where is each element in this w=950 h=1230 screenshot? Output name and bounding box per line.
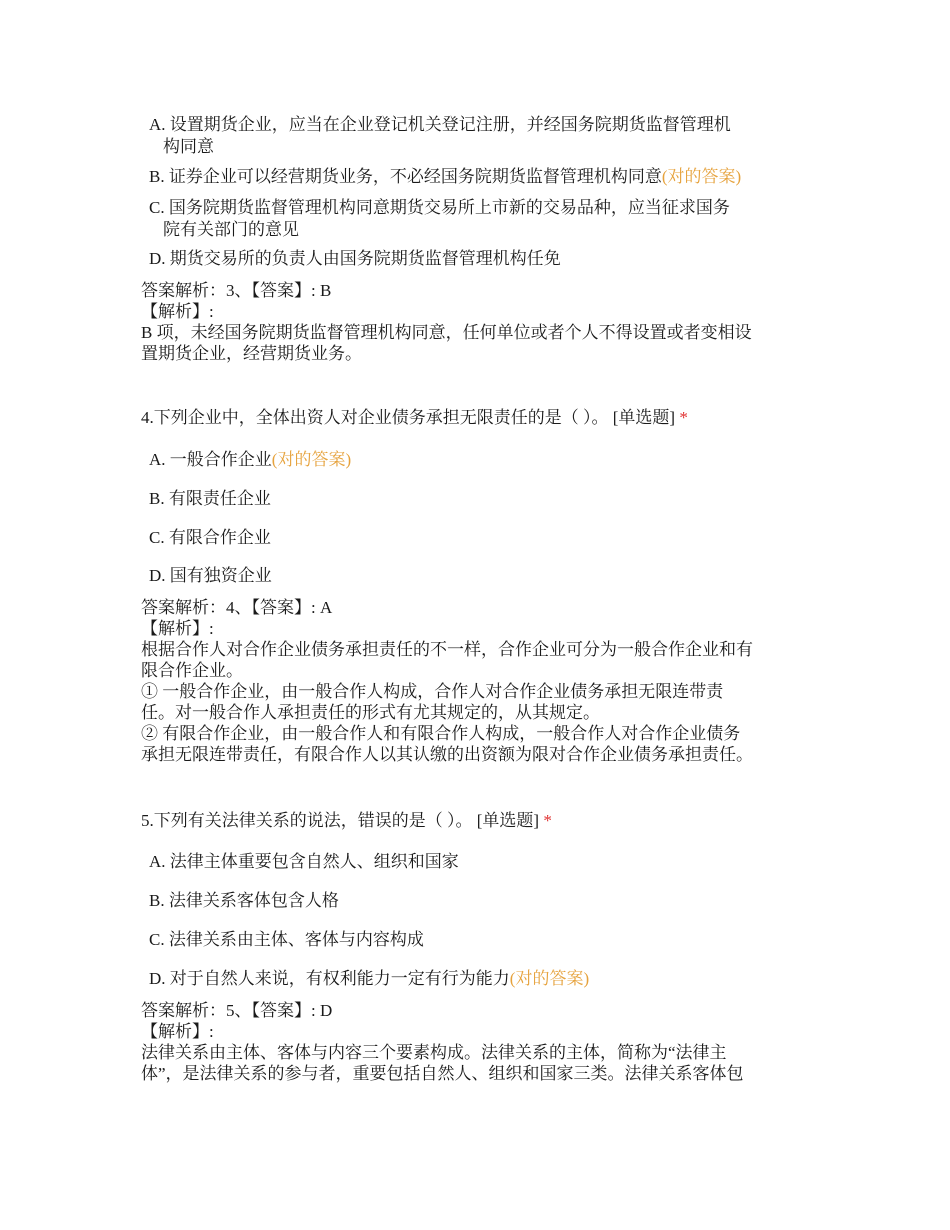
question-title: 4.下列企业中，全体出资人对企业债务承担无限责任的是（ ）。 [单选题] *: [141, 408, 688, 427]
analysis-label: 【解析】:: [141, 619, 214, 638]
analysis-text: 承担无限连带责任，有限合作人以其认缴的出资额为限对合作企业债务承担责任。: [141, 745, 753, 764]
option-d: D. 国有独资企业: [149, 566, 272, 585]
option-a: A. 设置期货企业，应当在企业登记机关登记注册，并经国务院期货监督管理机 构同意: [149, 115, 731, 156]
option-b: B. 有限责任企业: [149, 489, 271, 508]
option-c: C. 有限合作企业: [149, 528, 271, 547]
option-c: C. 国务院期货监督管理机构同意期货交易所上市新的交易品种，应当征求国务 院有关部门的意见: [149, 198, 730, 239]
analysis-text: 限合作企业。: [141, 661, 243, 680]
required-mark: *: [679, 408, 688, 427]
correct-answer-mark: (对的答案): [509, 969, 590, 988]
analysis-text: 置期货企业，经营期货业务。: [141, 344, 362, 363]
option-d: D. 对于自然人来说，有权利能力一定有行为能力(对的答案): [149, 969, 590, 988]
analysis-text: B 项，未经国务院期货监督管理机构同意，任何单位或者个人不得设置或者变相设: [141, 323, 752, 342]
analysis-text: 法律关系由主体、客体与内容三个要素构成。法律关系的主体，简称为“法律主: [141, 1043, 727, 1062]
correct-answer-mark: (对的答案): [661, 167, 742, 186]
analysis-text: ① 一般合作企业，由一般合作人构成，合作人对合作企业债务承担无限连带责: [141, 682, 724, 701]
question-title: 5.下列有关法律关系的说法，错误的是（ ）。 [单选题] *: [141, 811, 552, 830]
option-a: A. 法律主体重要包含自然人、组织和国家: [149, 852, 459, 871]
option-a: A. 一般合作企业(对的答案): [149, 450, 352, 469]
required-mark: *: [543, 811, 552, 830]
correct-answer-mark: (对的答案): [271, 450, 352, 469]
analysis-text: 根据合作人对合作企业债务承担责任的不一样，合作企业可分为一般合作企业和有: [141, 640, 753, 659]
analysis-text: 体”，是法律关系的参与者，重要包括自然人、组织和国家三类。法律关系客体包: [141, 1064, 744, 1083]
option-d: D. 期货交易所的负责人由国务院期货监督管理机构任免: [149, 249, 561, 268]
analysis-label: 【解析】:: [141, 302, 214, 321]
option-b: B. 法律关系客体包含人格: [149, 891, 339, 910]
analysis-text: ② 有限合作企业，由一般合作人和有限合作人构成，一般合作人对合作企业债务: [141, 724, 741, 743]
option-c: C. 法律关系由主体、客体与内容构成: [149, 930, 424, 949]
answer-line: 答案解析：4、【答案】: A: [141, 598, 333, 617]
analysis-text: 任。对一般合作人承担责任的形式有尤其规定的，从其规定。: [141, 703, 600, 722]
option-b: B. 证券企业可以经营期货业务，不必经国务院期货监督管理机构同意(对的答案): [149, 167, 742, 186]
answer-line: 答案解析：5、【答案】: D: [141, 1001, 333, 1020]
analysis-label: 【解析】:: [141, 1022, 214, 1041]
answer-line: 答案解析：3、【答案】: B: [141, 281, 332, 300]
